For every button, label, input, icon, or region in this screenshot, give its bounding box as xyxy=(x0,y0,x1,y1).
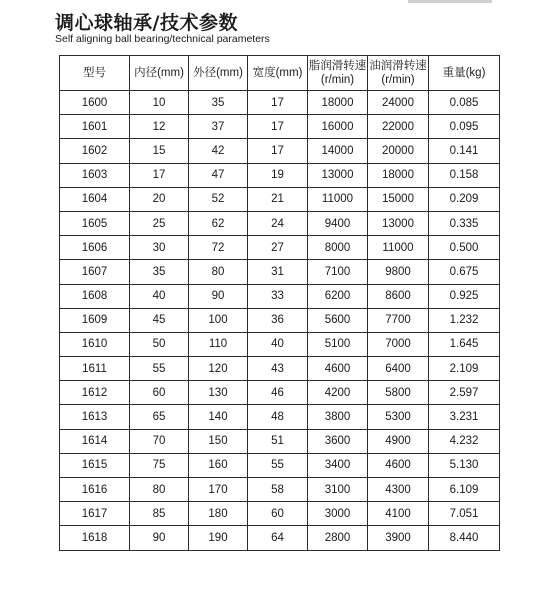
cell-oil-speed: 20000 xyxy=(368,139,429,163)
cell-weight: 5.130 xyxy=(429,453,500,477)
cell-width: 60 xyxy=(248,502,308,526)
cell-oil-speed: 4600 xyxy=(368,453,429,477)
table-row xyxy=(60,478,500,502)
page-subtitle: Self aligning ball bearing/technical parameters xyxy=(55,33,270,45)
cell-outer-diameter: 52 xyxy=(189,187,248,211)
cell-width: 43 xyxy=(248,357,308,381)
cell-width: 21 xyxy=(248,187,308,211)
cell-width: 31 xyxy=(248,260,308,284)
cell-model: 1612 xyxy=(60,381,130,405)
table-row xyxy=(60,405,500,429)
cell-inner-diameter: 45 xyxy=(130,308,189,332)
table-row xyxy=(60,139,500,163)
cell-inner-diameter: 17 xyxy=(130,163,189,187)
cell-outer-diameter: 42 xyxy=(189,139,248,163)
cell-model: 1601 xyxy=(60,115,130,139)
cell-grease-speed: 18000 xyxy=(308,91,368,115)
cell-inner-diameter: 25 xyxy=(130,211,189,235)
cell-model: 1604 xyxy=(60,187,130,211)
cell-width: 40 xyxy=(248,332,308,356)
cell-grease-speed: 16000 xyxy=(308,115,368,139)
table-row xyxy=(60,502,500,526)
table-body xyxy=(60,91,500,551)
cell-outer-diameter: 35 xyxy=(189,91,248,115)
table-row xyxy=(60,381,500,405)
cell-inner-diameter: 80 xyxy=(130,478,189,502)
table-row xyxy=(60,453,500,477)
cell-grease-speed: 5600 xyxy=(308,308,368,332)
table-header-row xyxy=(60,56,500,91)
cell-width: 17 xyxy=(248,91,308,115)
cell-weight: 1.645 xyxy=(429,332,500,356)
header-outer-diameter xyxy=(189,56,248,91)
header-width xyxy=(248,56,308,91)
cell-grease-speed: 14000 xyxy=(308,139,368,163)
cell-inner-diameter: 90 xyxy=(130,526,189,550)
cell-grease-speed: 8000 xyxy=(308,236,368,260)
table-row xyxy=(60,187,500,211)
cell-oil-speed: 24000 xyxy=(368,91,429,115)
cell-weight: 0.209 xyxy=(429,187,500,211)
cell-weight: 0.925 xyxy=(429,284,500,308)
cell-oil-speed: 11000 xyxy=(368,236,429,260)
cell-width: 46 xyxy=(248,381,308,405)
cell-width: 19 xyxy=(248,163,308,187)
cell-grease-speed: 7100 xyxy=(308,260,368,284)
cell-oil-speed: 3900 xyxy=(368,526,429,550)
cell-width: 17 xyxy=(248,139,308,163)
header-model xyxy=(60,56,130,91)
cell-inner-diameter: 10 xyxy=(130,91,189,115)
cell-model: 1610 xyxy=(60,332,130,356)
cell-inner-diameter: 50 xyxy=(130,332,189,356)
cell-inner-diameter: 75 xyxy=(130,453,189,477)
cell-width: 58 xyxy=(248,478,308,502)
header-oil-speed xyxy=(368,56,429,91)
cell-grease-speed: 2800 xyxy=(308,526,368,550)
cell-outer-diameter: 100 xyxy=(189,308,248,332)
cell-weight: 0.335 xyxy=(429,211,500,235)
cell-outer-diameter: 90 xyxy=(189,284,248,308)
header-label: 外径(mm) xyxy=(193,67,243,79)
cell-weight: 6.109 xyxy=(429,478,500,502)
table-row xyxy=(60,526,500,550)
cell-inner-diameter: 30 xyxy=(130,236,189,260)
cell-inner-diameter: 35 xyxy=(130,260,189,284)
top-edge-strip xyxy=(408,0,492,3)
cell-outer-diameter: 160 xyxy=(189,453,248,477)
cell-oil-speed: 18000 xyxy=(368,163,429,187)
cell-inner-diameter: 15 xyxy=(130,139,189,163)
cell-inner-diameter: 65 xyxy=(130,405,189,429)
table-row xyxy=(60,308,500,332)
cell-inner-diameter: 70 xyxy=(130,429,189,453)
cell-model: 1605 xyxy=(60,211,130,235)
cell-weight: 1.232 xyxy=(429,308,500,332)
cell-oil-speed: 9800 xyxy=(368,260,429,284)
header-label: 脂润滑转速 xyxy=(308,60,367,72)
cell-oil-speed: 7000 xyxy=(368,332,429,356)
cell-width: 27 xyxy=(248,236,308,260)
cell-oil-speed: 13000 xyxy=(368,211,429,235)
cell-inner-diameter: 20 xyxy=(130,187,189,211)
cell-outer-diameter: 80 xyxy=(189,260,248,284)
header-label: 重量(kg) xyxy=(442,67,486,79)
cell-model: 1603 xyxy=(60,163,130,187)
cell-model: 1618 xyxy=(60,526,130,550)
header-label: (r/min) xyxy=(320,74,355,86)
cell-oil-speed: 4100 xyxy=(368,502,429,526)
cell-model: 1617 xyxy=(60,502,130,526)
table-row xyxy=(60,115,500,139)
parameters-table xyxy=(59,55,500,551)
cell-oil-speed: 22000 xyxy=(368,115,429,139)
cell-width: 24 xyxy=(248,211,308,235)
cell-oil-speed: 4300 xyxy=(368,478,429,502)
cell-oil-speed: 7700 xyxy=(368,308,429,332)
cell-outer-diameter: 47 xyxy=(189,163,248,187)
cell-grease-speed: 3800 xyxy=(308,405,368,429)
cell-model: 1606 xyxy=(60,236,130,260)
cell-outer-diameter: 130 xyxy=(189,381,248,405)
cell-outer-diameter: 140 xyxy=(189,405,248,429)
cell-oil-speed: 5300 xyxy=(368,405,429,429)
cell-oil-speed: 5800 xyxy=(368,381,429,405)
header-label: 油润滑转速 xyxy=(369,60,427,72)
cell-weight: 0.500 xyxy=(429,236,500,260)
cell-oil-speed: 6400 xyxy=(368,357,429,381)
table-row xyxy=(60,211,500,235)
cell-model: 1614 xyxy=(60,429,130,453)
cell-outer-diameter: 37 xyxy=(189,115,248,139)
cell-model: 1613 xyxy=(60,405,130,429)
cell-width: 64 xyxy=(248,526,308,550)
cell-oil-speed: 8600 xyxy=(368,284,429,308)
cell-inner-diameter: 12 xyxy=(130,115,189,139)
cell-width: 33 xyxy=(248,284,308,308)
cell-outer-diameter: 150 xyxy=(189,429,248,453)
header-grease-speed xyxy=(308,56,368,91)
cell-model: 1616 xyxy=(60,478,130,502)
cell-model: 1611 xyxy=(60,357,130,381)
table-row xyxy=(60,429,500,453)
header-label: (r/min) xyxy=(381,74,415,86)
cell-outer-diameter: 190 xyxy=(189,526,248,550)
cell-grease-speed: 3000 xyxy=(308,502,368,526)
cell-grease-speed: 9400 xyxy=(308,211,368,235)
table-row xyxy=(60,284,500,308)
cell-grease-speed: 13000 xyxy=(308,163,368,187)
table-row xyxy=(60,260,500,284)
header-label: 宽度(mm) xyxy=(252,67,303,79)
cell-weight: 0.085 xyxy=(429,91,500,115)
cell-weight: 8.440 xyxy=(429,526,500,550)
cell-width: 17 xyxy=(248,115,308,139)
cell-outer-diameter: 110 xyxy=(189,332,248,356)
header-label: 内径(mm) xyxy=(134,67,184,79)
cell-inner-diameter: 40 xyxy=(130,284,189,308)
cell-outer-diameter: 120 xyxy=(189,357,248,381)
page-title: 调心球轴承/技术参数 xyxy=(55,12,238,34)
cell-grease-speed: 11000 xyxy=(308,187,368,211)
cell-oil-speed: 15000 xyxy=(368,187,429,211)
cell-grease-speed: 3100 xyxy=(308,478,368,502)
cell-width: 55 xyxy=(248,453,308,477)
cell-grease-speed: 3400 xyxy=(308,453,368,477)
cell-weight: 0.095 xyxy=(429,115,500,139)
cell-model: 1609 xyxy=(60,308,130,332)
cell-grease-speed: 4200 xyxy=(308,381,368,405)
table-row xyxy=(60,163,500,187)
cell-inner-diameter: 55 xyxy=(130,357,189,381)
cell-weight: 0.158 xyxy=(429,163,500,187)
cell-model: 1615 xyxy=(60,453,130,477)
table-row xyxy=(60,332,500,356)
cell-grease-speed: 6200 xyxy=(308,284,368,308)
cell-outer-diameter: 72 xyxy=(189,236,248,260)
header-label: 型号 xyxy=(83,67,106,79)
cell-weight: 2.109 xyxy=(429,357,500,381)
cell-model: 1608 xyxy=(60,284,130,308)
cell-oil-speed: 4900 xyxy=(368,429,429,453)
cell-width: 48 xyxy=(248,405,308,429)
cell-grease-speed: 4600 xyxy=(308,357,368,381)
cell-model: 1607 xyxy=(60,260,130,284)
table-row xyxy=(60,236,500,260)
cell-outer-diameter: 170 xyxy=(189,478,248,502)
cell-weight: 0.141 xyxy=(429,139,500,163)
cell-grease-speed: 3600 xyxy=(308,429,368,453)
cell-outer-diameter: 62 xyxy=(189,211,248,235)
cell-model: 1600 xyxy=(60,91,130,115)
cell-model: 1602 xyxy=(60,139,130,163)
table-row xyxy=(60,91,500,115)
cell-inner-diameter: 60 xyxy=(130,381,189,405)
table-row xyxy=(60,357,500,381)
cell-weight: 4.232 xyxy=(429,429,500,453)
cell-width: 51 xyxy=(248,429,308,453)
header-inner-diameter xyxy=(130,56,189,91)
cell-weight: 0.675 xyxy=(429,260,500,284)
cell-grease-speed: 5100 xyxy=(308,332,368,356)
cell-weight: 3.231 xyxy=(429,405,500,429)
cell-weight: 2.597 xyxy=(429,381,500,405)
cell-weight: 7.051 xyxy=(429,502,500,526)
header-weight xyxy=(429,56,500,91)
cell-width: 36 xyxy=(248,308,308,332)
cell-inner-diameter: 85 xyxy=(130,502,189,526)
cell-outer-diameter: 180 xyxy=(189,502,248,526)
